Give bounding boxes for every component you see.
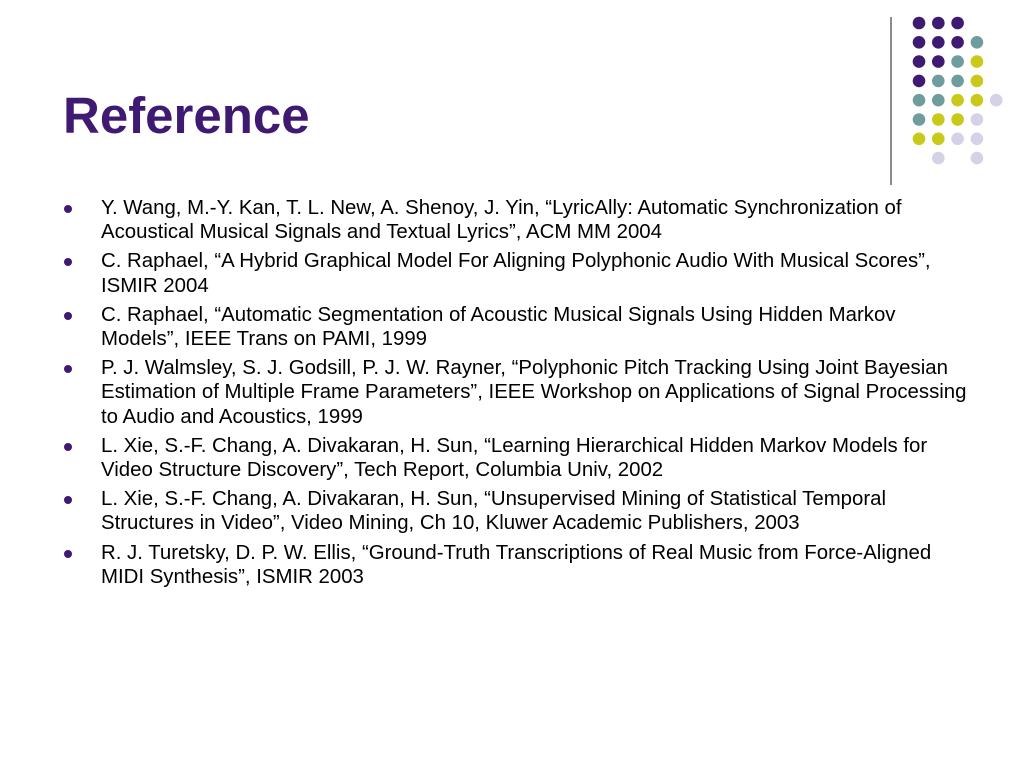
bullet-icon: [64, 205, 72, 213]
bullet-icon: [64, 312, 72, 320]
decorative-dot: [913, 113, 926, 126]
reference-item: [63, 303, 968, 351]
reference-text: Y. Wang, M.-Y. Kan, T. L. New, A. Shenoy, J. Yin, “LyricAlly: Automatic Synchronization of Acoustical Musical Signals and Textual Lyrics”, ACM MM 2004: [101, 197, 902, 244]
decorative-dot: [932, 133, 945, 146]
decorative-dot: [951, 17, 964, 30]
reference-text: C. Raphael, “Automatic Segmentation of Acoustic Musical Signals Using Hidden Markov Models”, IEEE Trans on PAMI, 1999: [101, 303, 896, 351]
decorative-dot: [932, 17, 945, 30]
slide-title: Reference: [63, 87, 310, 144]
reference-item: [63, 434, 968, 482]
decorative-dot: [932, 55, 945, 68]
reference-item: [63, 356, 968, 429]
decorative-dot: [971, 75, 984, 88]
decorative-dot: [932, 94, 945, 107]
bullet-icon: [64, 443, 72, 451]
reference-text: P. J. Walmsley, S. J. Godsill, P. J. W. Rayner, “Polyphonic Pitch Tracking Using Joint Bayesian Estimation of Multiple Frame Parameters”, IEEE Workshop on Applications of Signal Processing to Audio and Acoustics, 1999: [101, 357, 967, 428]
reference-item: [63, 487, 968, 535]
decorative-dot: [913, 94, 926, 107]
reference-text: C. Raphael, “A Hybrid Graphical Model For Aligning Polyphonic Audio With Musical Scores”, ISMIR 2004: [101, 250, 931, 297]
reference-text: L. Xie, S.-F. Chang, A. Divakaran, H. Sun, “Learning Hierarchical Hidden Markov Models for Video Structure Discovery”, Tech Report, Columbia Univ, 2002: [101, 434, 928, 482]
reference-list: [63, 196, 968, 594]
decorative-dot: [971, 152, 984, 165]
decorative-dot: [913, 133, 926, 146]
decorative-dot: [951, 113, 964, 126]
decorative-dot: [951, 55, 964, 68]
decorative-dot: [913, 17, 926, 30]
decorative-dot: [990, 94, 1003, 107]
decorative-dot: [971, 133, 984, 146]
decorative-dot: [951, 133, 964, 146]
decorative-dot: [971, 36, 984, 49]
reference-item: [63, 541, 968, 589]
vertical-divider: [890, 17, 892, 185]
decorative-dot: [951, 94, 964, 107]
reference-text: L. Xie, S.-F. Chang, A. Divakaran, H. Sun, “Unsupervised Mining of Statistical Temporal Structures in Video”, Video Mining, Ch 10, Kluwer Academic Publishers, 2003: [101, 488, 887, 535]
decorative-dot: [932, 75, 945, 88]
decorative-dot: [932, 113, 945, 126]
decorative-dot: [913, 36, 926, 49]
decorative-dot: [971, 113, 984, 126]
reference-text: R. J. Turetsky, D. P. W. Ellis, “Ground-Truth Transcriptions of Real Music from Force-Aligned MIDI Synthesis”, ISMIR 2003: [101, 541, 932, 588]
reference-item: [63, 196, 968, 244]
decorative-dot: [971, 94, 984, 107]
decorative-dot: [971, 55, 984, 68]
decorative-dot: [932, 36, 945, 49]
decorative-dot: [932, 152, 945, 165]
bullet-icon: [64, 258, 72, 266]
decorative-dot: [913, 55, 926, 68]
decorative-dot: [913, 75, 926, 88]
reference-item: [63, 249, 968, 297]
bullet-icon: [64, 365, 72, 373]
bullet-icon: [64, 496, 72, 504]
bullet-icon: [64, 550, 72, 558]
decorative-dot: [951, 36, 964, 49]
decorative-dot: [951, 75, 964, 88]
